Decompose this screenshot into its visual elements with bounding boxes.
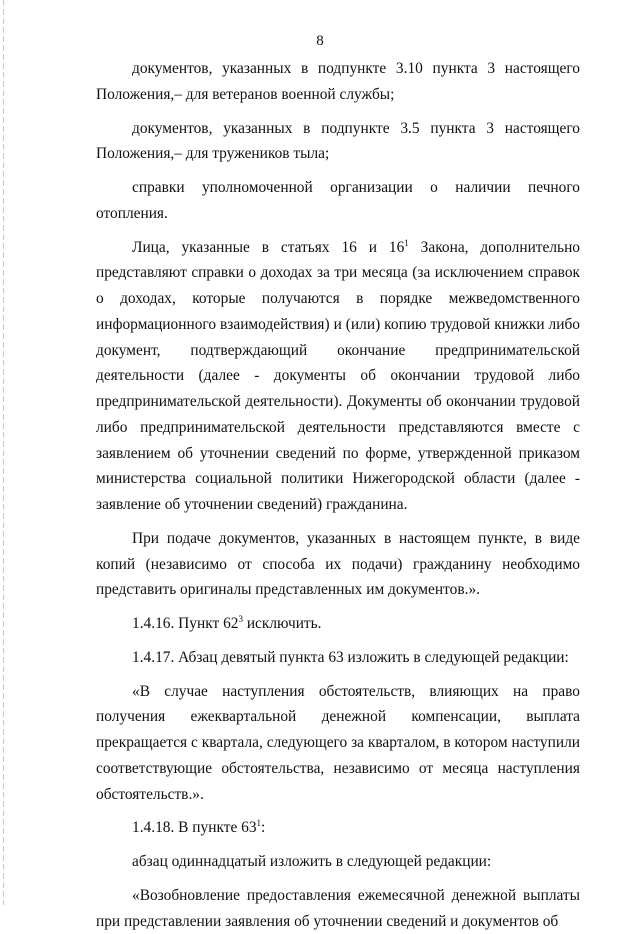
- scan-edge-line: [3, 0, 4, 905]
- paragraph-stove-heating: справки уполномоченной организации о наличии печного отопления.: [96, 179, 580, 222]
- paragraph-1-4-16-b: исключить.: [242, 615, 322, 632]
- paragraph-1-4-16: [96, 611, 580, 637]
- paragraph-copies-originals: При подаче документов, указанных в настоящем пункте, в виде копий (независимо от способа их подачи) гражданину необходимо представить оригиналы представленных им документов.».: [96, 529, 580, 599]
- body-text: [96, 56, 580, 934]
- paragraph-1-4-16-a: 1.4.16. Пункт 62: [132, 615, 239, 632]
- paragraph-additional-documents-a: Лица, указанные в статьях 16 и 16: [132, 238, 405, 256]
- paragraph-1-4-18: [96, 815, 580, 841]
- paragraph-eleventh-abzac: абзац одиннадцатый изложить в следующей редакции:: [132, 853, 492, 870]
- superscript: 3: [238, 613, 243, 624]
- superscript: 1: [404, 237, 409, 248]
- superscript: 1: [256, 818, 262, 829]
- paragraph-quarterly-compensation: «В случае наступления обстоятельств, влияющих на право получения ежеквартальной денежной компенсации, выплата прекращается с квартала, следующего за кварталом, в котором наступили соответствующие обстоятельства, независимо от месяца наступления обстоятельств.».: [96, 682, 580, 803]
- paragraph-home-front-workers: документов, указанных в подпункте 3.5 пункта 3 настоящего Положения,– для тружеников тыла;: [96, 119, 580, 163]
- paragraph-resumption: «Возобновление предоставления ежемесячной денежной выплаты при представлении заявления об уточнении сведений и документов об: [96, 886, 580, 930]
- paragraph-1-4-18-a: 1.4.18. В пункте 63: [132, 819, 257, 837]
- paragraph-1-4-18-b: :: [261, 819, 266, 837]
- paragraph-additional-documents-b: Закона, дополнительно представляют справки о доходах за три месяца (за исключением справок о доходах, которые получаются в порядке межведомственного информационного взаимодействия) и (или) копию трудовой книжки либо документ, подтверждающий окончание предпринимательской деятельности (далее - документы об окончании трудовой либо предпринимательской деятельности). Документы об окончании трудовой либо предпринимательской деятельности представляются вместе с заявлением об уточнении сведений по форме, утвержденной приказом министерства социальной политики Нижегородской области (далее - заявление об уточнении сведений) гражданина.: [96, 238, 580, 513]
- paragraph-additional-documents: [96, 235, 580, 518]
- paragraph-veterans: документов, указанных в подпункте 3.10 пункта 3 настоящего Положения,– для ветеранов военной службы;: [96, 60, 580, 103]
- page-number: 8: [316, 33, 324, 49]
- paragraph-1-4-17: 1.4.17. Абзац девятый пункта 63 изложить в следующей редакции:: [132, 648, 569, 666]
